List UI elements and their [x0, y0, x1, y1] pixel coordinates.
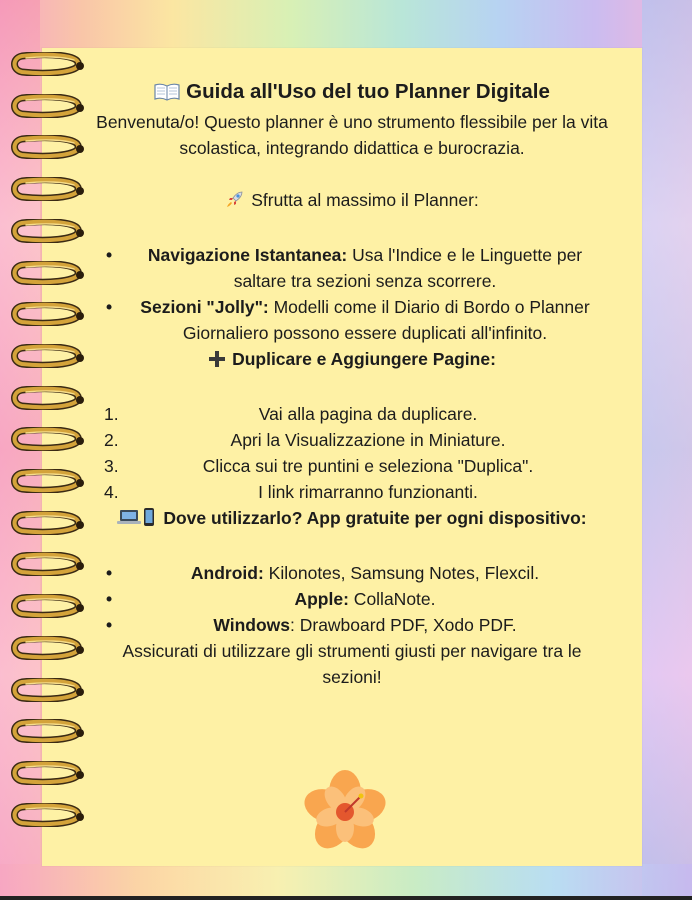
closing-text: Assicurati di utilizzare gli strumenti giusti per navigare tra le sezioni!	[122, 641, 582, 687]
open-book-icon	[154, 81, 180, 109]
list-item: 1. Vai alla pagina da duplicare.	[104, 404, 478, 424]
spiral-ring	[8, 177, 88, 201]
spiral-ring	[8, 386, 88, 410]
spiral-ring	[8, 94, 88, 118]
hibiscus-flower-icon	[303, 770, 387, 854]
section-heading-duplicate: Duplicare e Aggiungere Pagine:	[96, 346, 608, 375]
spiral-ring	[8, 302, 88, 326]
spiral-ring	[8, 678, 88, 702]
spiral-binding	[8, 52, 88, 852]
spiral-ring	[8, 344, 88, 368]
steps-list	[96, 401, 608, 505]
list-item: 3. Clicca sui tre puntini e seleziona "Duplica".	[104, 456, 534, 476]
spiral-ring	[8, 636, 88, 660]
spiral-ring	[8, 261, 88, 285]
planner-guide	[96, 78, 608, 690]
plus-icon	[208, 349, 226, 375]
spiral-ring	[8, 594, 88, 618]
spiral-ring	[8, 552, 88, 576]
bottom-bar	[0, 896, 692, 900]
list-item: • Android: Kilonotes, Samsung Notes, Flexcil.	[96, 560, 608, 586]
section-heading-apps: Dove utilizzarlo? App gratuite per ogni dispositivo:	[96, 505, 608, 534]
bullet: •	[106, 589, 113, 609]
spiral-ring	[8, 427, 88, 451]
bottom-rainbow-strip	[0, 864, 692, 900]
intro-text: Benvenuta/o! Questo planner è uno strumento flessibile per la vita scolastica, integrando didattica e burocrazia.	[96, 112, 608, 158]
rocket-icon	[225, 189, 245, 216]
bullet: •	[106, 615, 113, 635]
bullet: •	[106, 563, 113, 583]
section-heading-features: Sfrutta al massimo il Planner:	[96, 187, 608, 216]
spiral-ring	[8, 719, 88, 743]
list-item: 4. I link rimarranno funzionanti.	[104, 482, 478, 502]
list-item: • Sezioni "Jolly": Modelli come il Diario di Bordo o Planner Giornaliero possono essere duplicati all'infinito.	[96, 294, 608, 346]
spiral-ring	[8, 511, 88, 535]
list-item: • Windows: Drawboard PDF, Xodo PDF.	[96, 612, 608, 638]
list-item: • Apple: CollaNote.	[96, 586, 608, 612]
bullet: •	[106, 297, 113, 317]
spiral-ring	[8, 761, 88, 785]
page-title: Guida all'Uso del tuo Planner Digitale	[96, 78, 608, 109]
right-rainbow-edge	[642, 0, 692, 900]
list-item: 2. Apri la Visualizzazione in Miniature.	[104, 430, 506, 450]
spiral-ring	[8, 135, 88, 159]
list-item: • Navigazione Istantanea: Usa l'Indice e le Linguette per saltare tra sezioni senza scorrere.	[96, 242, 608, 294]
features-list	[96, 242, 608, 346]
laptop-phone-icon	[117, 507, 157, 534]
spiral-ring	[8, 52, 88, 76]
spiral-ring	[8, 219, 88, 243]
spiral-ring	[8, 469, 88, 493]
bullet: •	[106, 245, 113, 265]
spiral-ring	[8, 803, 88, 827]
apps-list	[96, 560, 608, 638]
